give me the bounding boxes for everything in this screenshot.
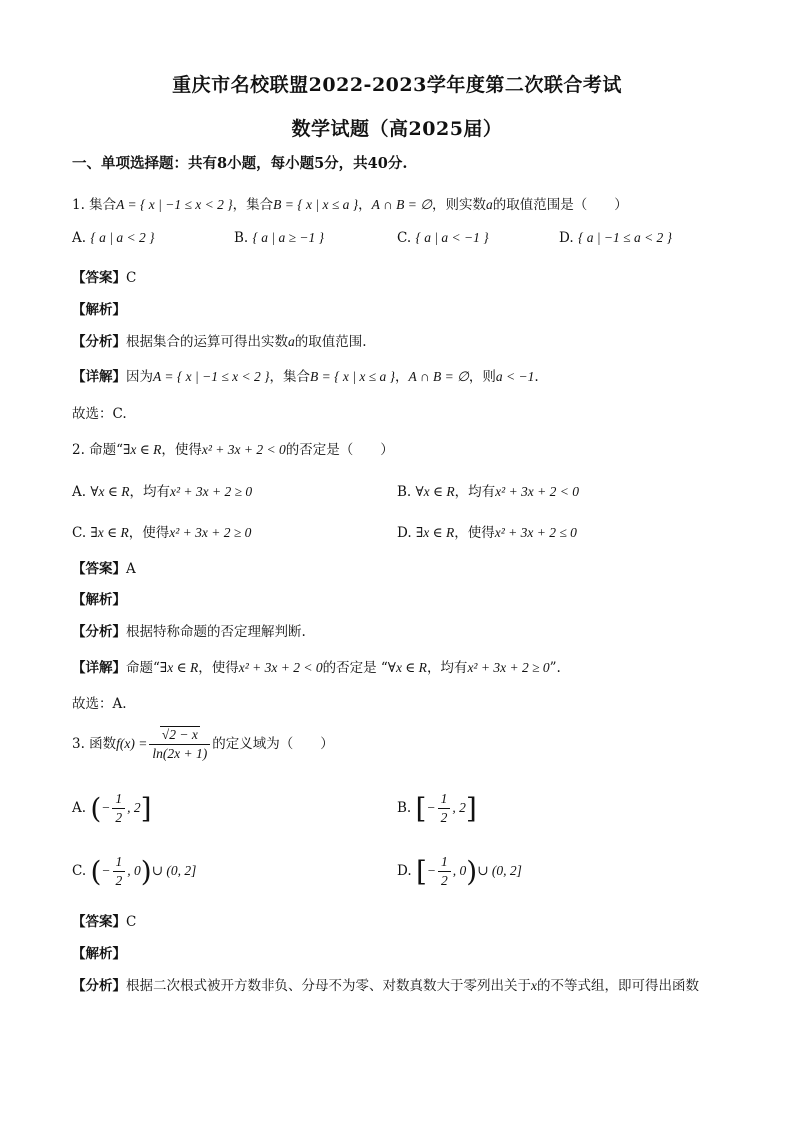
q2-analysis-label: 【解析】 xyxy=(72,592,126,608)
q2-choice: 故选：A. xyxy=(72,696,127,712)
q1-set-a: A = { x | −1 ≤ x < 2 } xyxy=(116,197,233,212)
q3-option-d: D. [− $\frac{1}{2}$ , 0)∪ (0, 2] xyxy=(397,854,522,888)
q2-option-d: D. ∃x ∈ R，使得x² + 3x + 2 ≤ 0 xyxy=(397,525,577,541)
q2-option-b: B. ∀x ∈ R，均有x² + 3x + 2 < 0 xyxy=(397,484,580,500)
q1-stem: 1. 集合A = { x | −1 ≤ x < 2 }，集合B = { x | x ≤ a }，A ∩ B = ∅，则实数a的取值范围是（ ） xyxy=(72,197,628,213)
q3-analysis-label: 【解析】 xyxy=(72,946,126,962)
q1-option-a: A. { a | a < 2 } xyxy=(72,230,155,246)
q3-fenxi: 【分析】根据二次根式被开方数非负、分母不为零、对数真数大于零列出关于x的不等式组，即可得出函数 xyxy=(72,978,699,994)
q2-option-a: A. ∀x ∈ R，均有x² + 3x + 2 ≥ 0 xyxy=(72,484,253,500)
q1-option-b: B. { a | a ≥ −1 } xyxy=(234,230,325,246)
q3-answer: 【答案】C xyxy=(72,914,137,930)
q1-condition: A ∩ B = ∅ xyxy=(371,197,433,212)
exam-subtitle: 数学试题（高2025届） xyxy=(291,118,503,140)
q2-fenxi: 【分析】根据特称命题的否定理解判断. xyxy=(72,624,306,640)
q3-stem: 3. 函数f(x) = $\frac{√2 - x}{\ln(2x + 1)}$ 的定义域为（ ） xyxy=(72,727,334,761)
q1-set-b: B = { x | x ≤ a } xyxy=(273,197,359,212)
q3-fraction: $\frac{√2 - x}{\ln(2x + 1)}$ xyxy=(149,726,210,763)
q1-answer: 【答案】C xyxy=(72,270,137,286)
q1-choice: 故选：C. xyxy=(72,406,127,422)
q3-option-c: C. (− $\frac{1}{2}$ , 0)∪ (0, 2] xyxy=(72,854,197,888)
q2-detail: 【详解】命题“∃x ∈ R，使得x² + 3x + 2 < 0的否定是 “∀x ∈ R，均有x² + 3x + 2 ≥ 0”. xyxy=(72,660,561,676)
q1-option-c: C. { a | a < −1 } xyxy=(397,230,489,246)
q3-option-a: A. (− $\frac{1}{2}$ , 2] xyxy=(72,791,152,825)
q1-fenxi: 【分析】根据集合的运算可得出实数a的取值范围. xyxy=(72,334,367,350)
q2-stem: 2. 命题“∃x ∈ R，使得x² + 3x + 2 < 0的否定是（ ） xyxy=(72,442,394,458)
q1-analysis-label: 【解析】 xyxy=(72,302,126,318)
q2-answer: 【答案】A xyxy=(72,561,136,577)
q2-option-c: C. ∃x ∈ R，使得x² + 3x + 2 ≥ 0 xyxy=(72,525,252,541)
section-heading: 一、单项选择题：共有8小题，每小题5分，共40分. xyxy=(72,155,408,172)
q1-option-d: D. { a | −1 ≤ a < 2 } xyxy=(559,230,673,246)
q3-option-b: B. [− $\frac{1}{2}$ , 2] xyxy=(397,791,477,825)
q1-detail: 【详解】因为A = { x | −1 ≤ x < 2 }，集合B = { x | x ≤ a }，A ∩ B = ∅，则a < −1. xyxy=(72,369,539,385)
exam-title: 重庆市名校联盟2022-2023学年度第二次联合考试 xyxy=(172,74,622,96)
